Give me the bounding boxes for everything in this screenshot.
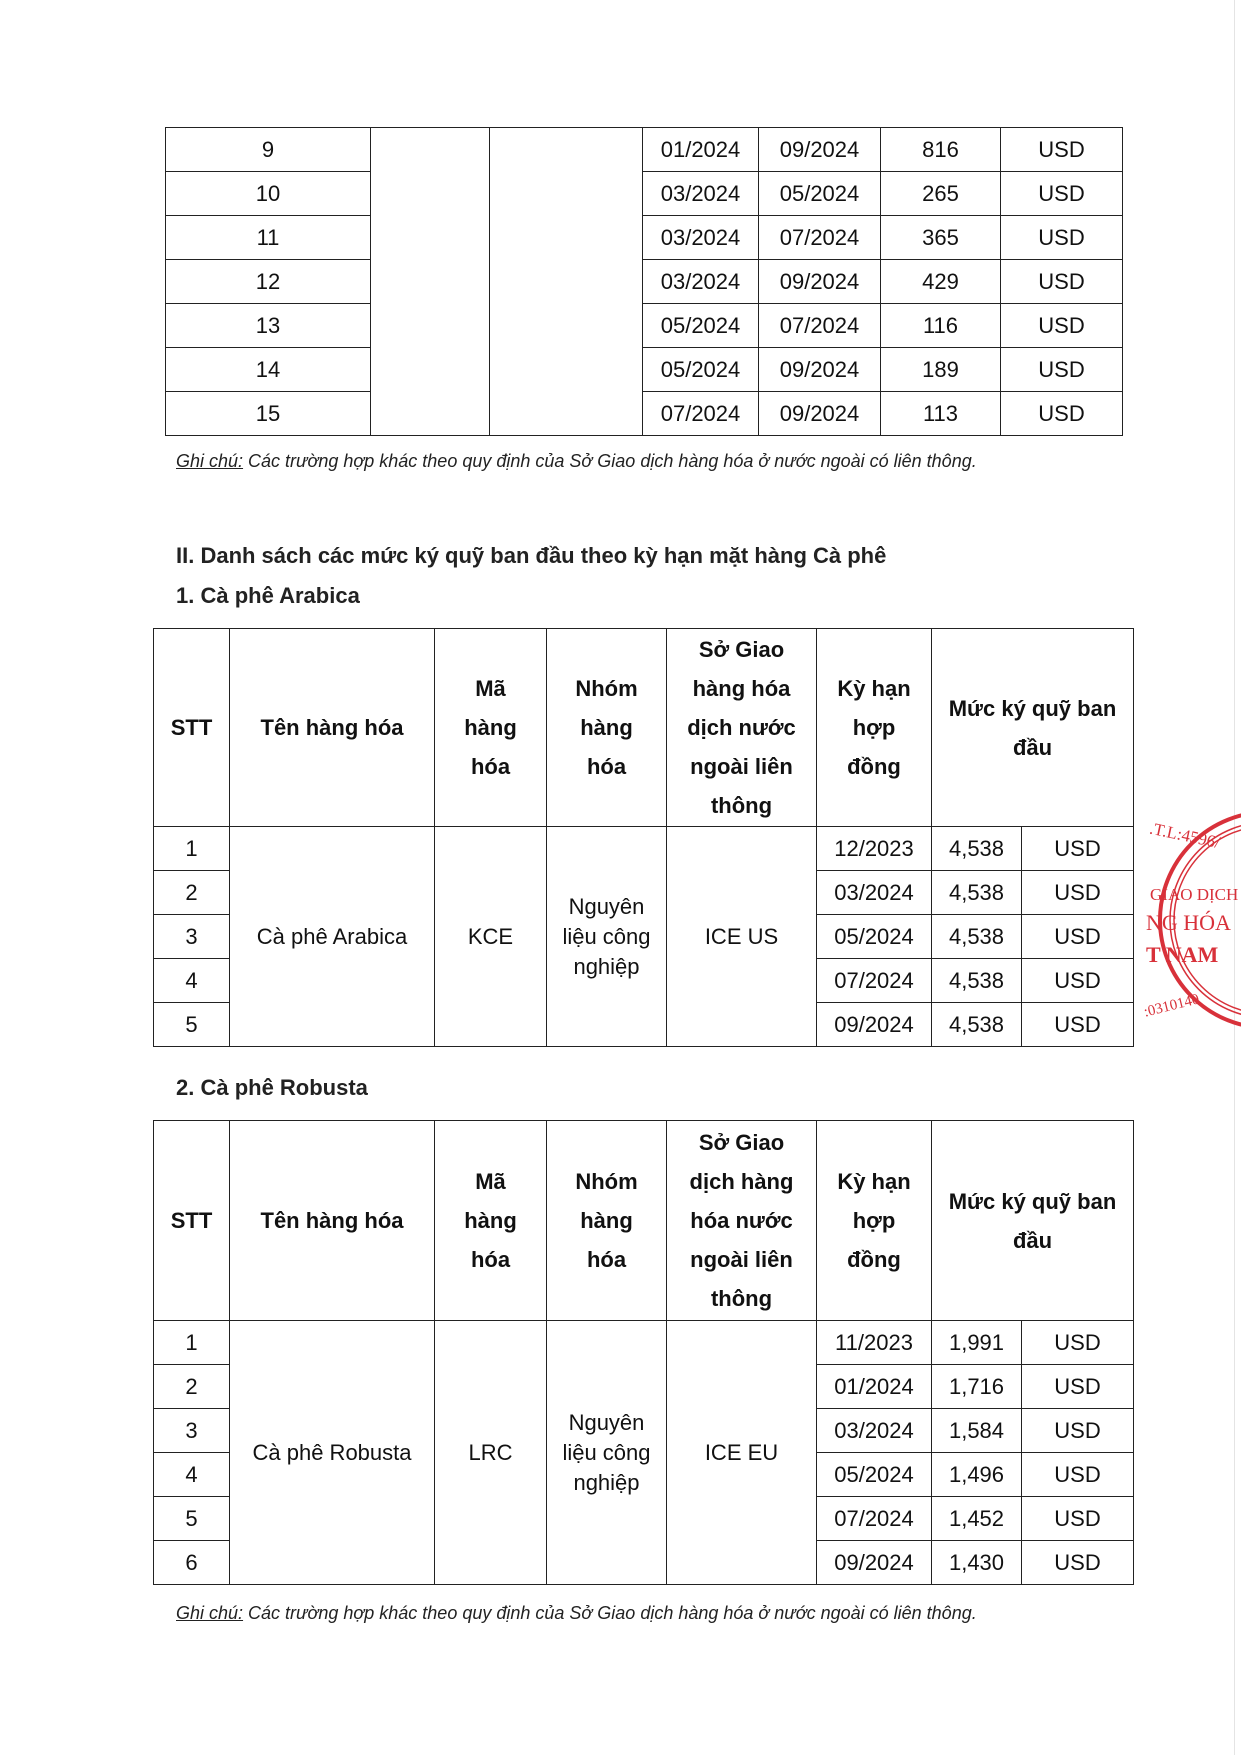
table-row-from: 03/2024: [643, 216, 759, 260]
header-code: Mã hàng hóa: [435, 1121, 547, 1321]
product-group: Nguyên liệu công nghiệp: [547, 1321, 667, 1585]
header-margin: Mức ký quỹ ban đầu: [932, 629, 1134, 827]
table-row-stt: 10: [166, 172, 371, 216]
table-row-term: 09/2024: [817, 1003, 932, 1047]
table-row-stt: 1: [154, 827, 230, 871]
table-row-from: 01/2024: [643, 128, 759, 172]
header-code: Mã hàng hóa: [435, 629, 547, 827]
table-row-unit: USD: [1001, 172, 1123, 216]
table-row-unit: USD: [1022, 1497, 1134, 1541]
table-row-stt: 3: [154, 1409, 230, 1453]
table-row-amount: 365: [881, 216, 1001, 260]
robusta-title: 2. Cà phê Robusta: [176, 1075, 368, 1100]
table-row-term: 03/2024: [817, 871, 932, 915]
header-exchange: Sở Giao hàng hóa dịch nước ngoài liên thông: [667, 629, 817, 827]
table-arabica: [153, 628, 1134, 1047]
table-row-amount: 1,496: [932, 1453, 1022, 1497]
table-row-stt: 4: [154, 1453, 230, 1497]
table-row-from: 07/2024: [643, 392, 759, 436]
table-row-unit: USD: [1022, 1321, 1134, 1365]
empty-cell: [371, 128, 490, 436]
table-row-term: 05/2024: [817, 1453, 932, 1497]
header-name: Tên hàng hóa: [230, 1121, 435, 1321]
arabica-title: 1. Cà phê Arabica: [176, 583, 360, 608]
table-row-stt: 3: [154, 915, 230, 959]
table-row-term: 01/2024: [817, 1365, 932, 1409]
table-row-amount: 816: [881, 128, 1001, 172]
table-row-amount: 4,538: [932, 871, 1022, 915]
stamp-text-4: T NAM: [1146, 942, 1219, 967]
table-row-unit: USD: [1022, 1409, 1134, 1453]
table-row-amount: 4,538: [932, 827, 1022, 871]
empty-cell: [490, 128, 643, 436]
table-row-unit: USD: [1022, 915, 1134, 959]
table-row-stt: 2: [154, 871, 230, 915]
product-name: Cà phê Robusta: [230, 1321, 435, 1585]
table-row-stt: 5: [154, 1003, 230, 1047]
header-group: Nhóm hàng hóa: [547, 1121, 667, 1321]
table-row-to: 07/2024: [759, 304, 881, 348]
note-bottom: [176, 1603, 977, 1624]
table-row-from: 03/2024: [643, 172, 759, 216]
header-term: Kỳ hạn hợp đồng: [817, 1121, 932, 1321]
note-label: Ghi chú:: [176, 1603, 244, 1623]
table-row-stt: 6: [154, 1541, 230, 1585]
table-row-unit: USD: [1022, 1365, 1134, 1409]
table-row-stt: 2: [154, 1365, 230, 1409]
table-row-amount: 429: [881, 260, 1001, 304]
table-row-unit: USD: [1001, 392, 1123, 436]
table-row-term: 03/2024: [817, 1409, 932, 1453]
note-label: Ghi chú:: [176, 451, 244, 471]
table-row-amount: 1,584: [932, 1409, 1022, 1453]
stamp-text-5: :0310140: [1142, 991, 1202, 1021]
product-exchange: ICE US: [667, 827, 817, 1047]
table-row-term: 07/2024: [817, 1497, 932, 1541]
table-row-unit: USD: [1001, 304, 1123, 348]
header-margin: Mức ký quỹ ban đầu: [932, 1121, 1134, 1321]
table-row-to: 09/2024: [759, 260, 881, 304]
table-row-to: 09/2024: [759, 128, 881, 172]
table-row-stt: 4: [154, 959, 230, 1003]
table-robusta: [153, 1120, 1134, 1585]
table-row-amount: 265: [881, 172, 1001, 216]
table-row-to: 07/2024: [759, 216, 881, 260]
product-code: LRC: [435, 1321, 547, 1585]
company-stamp: [1140, 800, 1241, 1030]
product-code: KCE: [435, 827, 547, 1047]
table-row-amount: 1,452: [932, 1497, 1022, 1541]
table-row-stt: 12: [166, 260, 371, 304]
product-exchange: ICE EU: [667, 1321, 817, 1585]
table-row-stt: 5: [154, 1497, 230, 1541]
table-row-amount: 113: [881, 392, 1001, 436]
stamp-text-2: GIAO DỊCH: [1150, 885, 1239, 904]
table-row-to: 05/2024: [759, 172, 881, 216]
table-row-unit: USD: [1022, 1003, 1134, 1047]
table-row-term: 05/2024: [817, 915, 932, 959]
note-top: [176, 451, 977, 472]
table-row-unit: USD: [1022, 1541, 1134, 1585]
table-row-unit: USD: [1022, 959, 1134, 1003]
table-row-term: 12/2023: [817, 827, 932, 871]
table-row-from: 05/2024: [643, 348, 759, 392]
header-group: Nhóm hàng hóa: [547, 629, 667, 827]
table-row-unit: USD: [1001, 348, 1123, 392]
header-stt: STT: [154, 1121, 230, 1321]
table-row-unit: USD: [1001, 260, 1123, 304]
note-text: Các trường hợp khác theo quy định của Sở Giao dịch hàng hóa ở nước ngoài có liên thông.: [243, 1603, 977, 1623]
product-name: Cà phê Arabica: [230, 827, 435, 1047]
stamp-graphic: [1140, 800, 1241, 1030]
table-row-stt: 14: [166, 348, 371, 392]
table-row-unit: USD: [1022, 871, 1134, 915]
header-exchange: Sở Giao dịch hàng hóa nước ngoài liên thông: [667, 1121, 817, 1321]
table-row-stt: 15: [166, 392, 371, 436]
table-row-term: 11/2023: [817, 1321, 932, 1365]
table-row-amount: 4,538: [932, 1003, 1022, 1047]
table-row-stt: 9: [166, 128, 371, 172]
product-group: Nguyên liệu công nghiệp: [547, 827, 667, 1047]
table-row-amount: 1,430: [932, 1541, 1022, 1585]
table-row-amount: 1,991: [932, 1321, 1022, 1365]
header-stt: STT: [154, 629, 230, 827]
table-row-to: 09/2024: [759, 392, 881, 436]
table-row-stt: 11: [166, 216, 371, 260]
note-text: Các trường hợp khác theo quy định của Sở Giao dịch hàng hóa ở nước ngoài có liên thông.: [243, 451, 977, 471]
table-row-amount: 189: [881, 348, 1001, 392]
table-row-unit: USD: [1001, 216, 1123, 260]
table-row-term: 07/2024: [817, 959, 932, 1003]
table-row-amount: 116: [881, 304, 1001, 348]
table-row-unit: USD: [1022, 1453, 1134, 1497]
header-term: Kỳ hạn hợp đồng: [817, 629, 932, 827]
stamp-text-1: .T.L:4596/: [1147, 818, 1222, 853]
table-row-unit: USD: [1022, 827, 1134, 871]
table-row-from: 05/2024: [643, 304, 759, 348]
table-row-to: 09/2024: [759, 348, 881, 392]
table-row-amount: 1,716: [932, 1365, 1022, 1409]
table-row-unit: USD: [1001, 128, 1123, 172]
table-row-amount: 4,538: [932, 915, 1022, 959]
table-top: [165, 127, 1123, 436]
table-row-stt: 1: [154, 1321, 230, 1365]
table-row-stt: 13: [166, 304, 371, 348]
section-title: II. Danh sách các mức ký quỹ ban đầu theo kỳ hạn mặt hàng Cà phê: [176, 543, 887, 568]
table-row-from: 03/2024: [643, 260, 759, 304]
header-name: Tên hàng hóa: [230, 629, 435, 827]
table-row-amount: 4,538: [932, 959, 1022, 1003]
table-row-term: 09/2024: [817, 1541, 932, 1585]
stamp-text-3: NG HÓA: [1146, 910, 1231, 935]
